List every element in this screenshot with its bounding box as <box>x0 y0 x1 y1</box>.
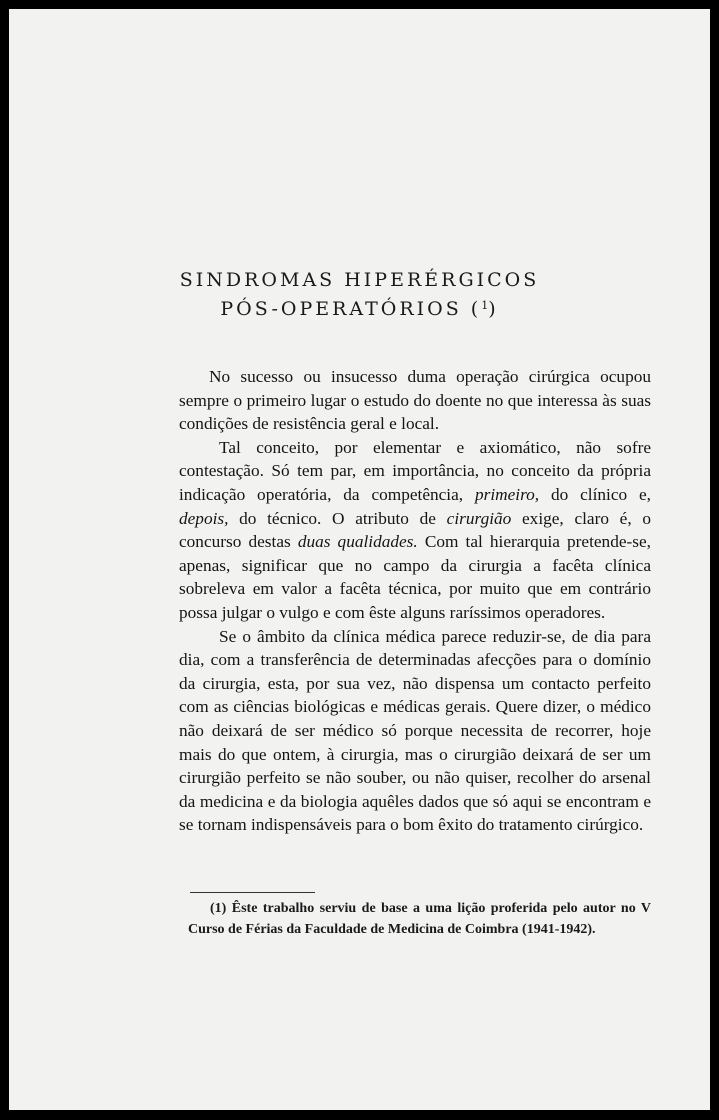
footnote-mark: (1) <box>210 901 227 916</box>
paragraph-2-part-a: Tal conceito, por elementar e axiomático, não sofre contestação. Só tem par, em importância, no conceito da própria indicação operatória, da competência, <box>179 437 651 504</box>
paragraph-2 <box>179 436 651 625</box>
title-line-2-close: ) <box>488 298 499 320</box>
emphasis-duas-qualidades: duas qualidades. <box>297 532 418 552</box>
footnote <box>188 899 651 940</box>
footnote-text: Êste trabalho serviu de base a uma lição proferida pelo autor no V Curso de Férias da Faculdade de Medicina de Coimbra (1941-1942). <box>188 901 651 937</box>
body-text <box>179 365 651 837</box>
paragraph-2-part-e: Com tal hierarquia pretende-se, apenas, significar que no campo da cirurgia a facêta clínica sobreleva em valor a facêta técnica, por muito que em contrário possa julgar o vulgo e com êste alguns raríssimos operadores. <box>179 532 651 622</box>
title-footnote-mark[interactable]: 1 <box>481 299 489 312</box>
paragraph-3: Se o âmbito da clínica médica parece reduzir-se, de dia para dia, com a transferência de determinadas afecções para o domínio da cirurgia, esta, por sua vez, não dispensa um contacto perfeito com as ciências biológicas e médicas gerais. Quere dizer, o médico não deixará de ser médico só porque necessita de recorrer, hoje mais do que ontem, à cirurgia, mas o cirurgião deixará de ser um cirurgião perfeito se não souber, ou não quiser, recolher do arsenal da medicina e da biologia aquêles dados que só aqui se encontram e se tornam indispensáveis para o bom êxito do tratamento cirúrgico. <box>179 626 651 835</box>
emphasis-depois: depois, <box>179 508 229 528</box>
paragraph-1: No sucesso ou insucesso duma operação cirúrgica ocupou sempre o primeiro lugar o estudo do doente no que interessa às suas condições de resistência geral e local. <box>179 367 651 434</box>
title-line-2-text: PÓS-OPERATÓRIOS ( <box>220 298 482 320</box>
paragraph-2-part-b: do clínico e, <box>539 484 651 504</box>
title-line-2 <box>9 298 710 320</box>
title-line-1: SINDROMAS HIPERÉRGICOS <box>179 269 540 291</box>
document-page <box>9 9 710 1110</box>
emphasis-cirurgiao: cirurgião <box>446 508 512 528</box>
footnote-divider <box>190 892 315 893</box>
paragraph-2-part-d: exige, claro é, o concurso destas <box>179 508 651 552</box>
emphasis-primeiro: primeiro, <box>474 484 540 504</box>
paragraph-2-part-c: do técnico. O atributo de <box>228 508 447 528</box>
